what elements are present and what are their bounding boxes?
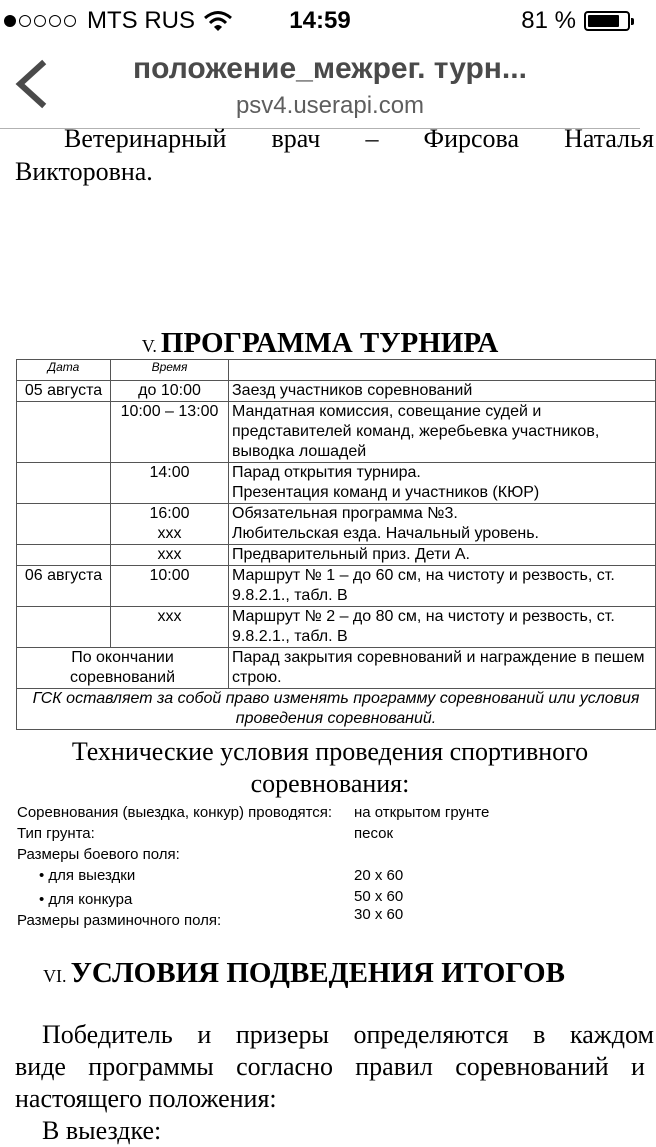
tech-value: 20 x 60: [354, 867, 404, 884]
table-row: [17, 607, 656, 648]
word: Ветеринарный: [64, 124, 227, 153]
row-event: Маршрут № 2 – до 80 см, на чистоту и резвость, ст. 9.8.2.1., табл. В: [229, 607, 656, 648]
table-row: [17, 463, 656, 504]
word: в: [533, 1020, 546, 1049]
table-row: [17, 381, 656, 402]
section-number: VI.: [43, 966, 67, 986]
row-time: ххх: [111, 607, 229, 648]
closing-event: Парад закрытия соревнований и награждение в пешем строю.: [229, 648, 656, 689]
vet-line-2: Викторовна.: [15, 157, 153, 186]
section-number: V.: [141, 336, 157, 356]
tech-conditions-title: Технические условия проведения спортивного соревнования:: [71, 737, 589, 798]
table-row-closing: [17, 648, 656, 689]
tech-value: песок: [354, 825, 394, 842]
carrier-name: MTS RUS: [87, 7, 195, 34]
header-date: Дата: [17, 360, 111, 381]
word: Наталья: [564, 124, 654, 153]
row-date: [17, 463, 111, 504]
table-row: [17, 566, 656, 607]
section-6-heading: [0, 957, 624, 990]
word: программы: [88, 1052, 214, 1081]
row-event: Заезд участников соревнований: [229, 381, 656, 402]
row-time: 16:00 ххх: [111, 504, 229, 545]
tech-value: 50 x 60: [354, 888, 404, 905]
table-row: [17, 504, 656, 545]
row-event: Мандатная комиссия, совещание судей и представителей команд, жеребьевка участников, выводка лошадей: [229, 402, 656, 463]
word: –: [365, 124, 379, 153]
tech-value: на открытом грунте: [354, 804, 490, 821]
row-date: [17, 607, 111, 648]
results-line-2: [15, 1051, 645, 1083]
word: определяются: [353, 1020, 509, 1049]
word: призеры: [235, 1020, 329, 1049]
tech-label: • для выездки: [39, 867, 136, 884]
results-line-3: настоящего положения:: [15, 1084, 277, 1113]
row-event: Маршрут № 1 – до 60 см, на чистоту и резвость, ст. 9.8.2.1., табл. В: [229, 566, 656, 607]
document-page: [0, 124, 654, 1145]
document-title: положение_межрег. турн...: [133, 52, 527, 85]
word: врач: [271, 124, 321, 153]
row-date: 05 августа: [17, 381, 111, 402]
word: виде: [15, 1052, 66, 1081]
word: согласно: [236, 1052, 333, 1081]
header-time: Время: [111, 360, 229, 381]
word: каждом: [570, 1020, 654, 1049]
row-event: Обязательная программа №3. Любительская езда. Начальный уровень.: [229, 504, 656, 545]
table-note: ГСК оставляет за собой право изменять программу соревнований или условия проведения соревнований.: [17, 689, 656, 730]
section-5-heading: [0, 327, 640, 360]
row-date: [17, 504, 111, 545]
tech-label: Размеры боевого поля:: [17, 846, 180, 863]
back-chevron-icon[interactable]: [10, 58, 54, 110]
results-line-4: В выездке:: [42, 1116, 162, 1145]
row-time: 14:00: [111, 463, 229, 504]
word: и: [197, 1020, 212, 1049]
header-event: [229, 360, 656, 381]
tech-label: Тип грунта:: [17, 825, 95, 842]
table-row: [17, 402, 656, 463]
program-table: [16, 359, 656, 730]
row-time: 10:00 – 13:00: [111, 402, 229, 463]
tech-label: Размеры разминочного поля:: [17, 912, 222, 929]
table-note-row: [17, 689, 656, 730]
closing-label: По окончании соревнований: [17, 648, 229, 689]
nav-bar: [0, 40, 640, 129]
row-event: Предварительный приз. Дети А.: [229, 545, 656, 566]
table-row: [17, 545, 656, 566]
section-title: ПРОГРАММА ТУРНИРА: [160, 327, 499, 359]
word: правил: [355, 1052, 433, 1081]
row-time: 10:00: [111, 566, 229, 607]
row-event: Парад открытия турнира. Презентация команд и участников (КЮР): [229, 463, 656, 504]
battery-icon: [584, 11, 630, 31]
tech-value: 30 x 60: [354, 906, 404, 923]
section-title: УСЛОВИЯ ПОДВЕДЕНИЯ ИТОГОВ: [70, 957, 565, 989]
word: и: [631, 1052, 645, 1081]
battery-status: [521, 7, 630, 35]
tech-label: Соревнования (выездка, конкур) проводятся:: [17, 804, 333, 821]
vet-line-1: [64, 123, 654, 155]
results-line-1: [42, 1019, 654, 1051]
word: Победитель: [42, 1020, 173, 1049]
status-bar: [0, 0, 640, 40]
row-date: [17, 402, 111, 463]
row-time: до 10:00: [111, 381, 229, 402]
row-date: 06 августа: [17, 566, 111, 607]
word: Фирсова: [423, 124, 520, 153]
tech-label: • для конкура: [39, 891, 133, 908]
row-date: [17, 545, 111, 566]
battery-percent: 81 %: [521, 7, 576, 34]
table-header: [17, 360, 656, 381]
document-host: psv4.userapi.com: [235, 92, 425, 119]
word: соревнований: [455, 1052, 609, 1081]
clock: 14:59: [289, 7, 351, 34]
row-time: ххх: [111, 545, 229, 566]
